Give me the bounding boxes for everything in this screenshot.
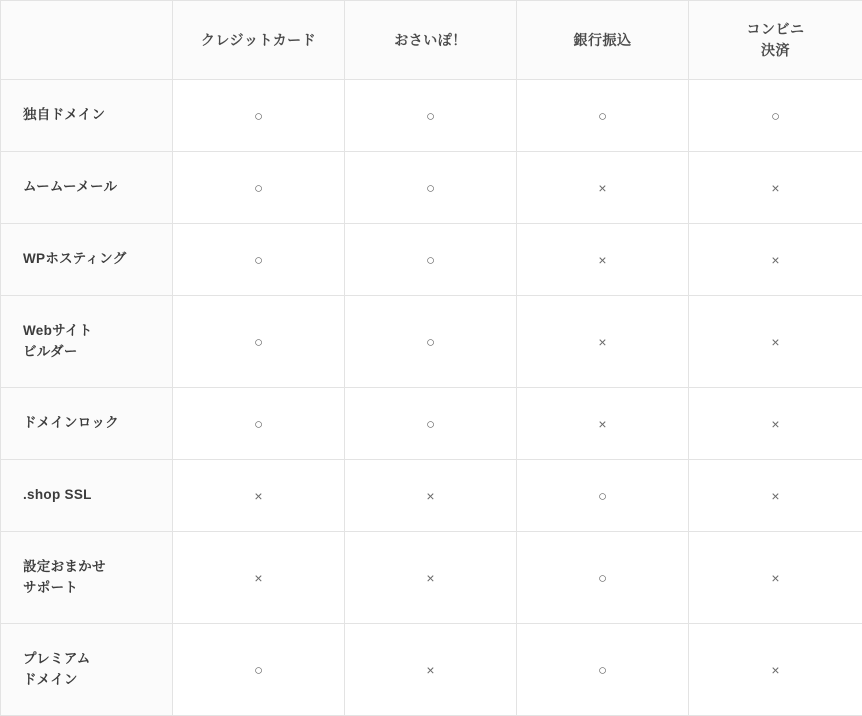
- row-header-line: サポート: [23, 578, 172, 599]
- cell-muumuu-mail-osaipo: [345, 152, 517, 224]
- cell-own-domain-credit-card: [173, 80, 345, 152]
- availability-mark: ×: [254, 571, 262, 585]
- availability-mark: ○: [598, 489, 607, 504]
- table-corner-cell: [1, 1, 173, 80]
- availability-mark: ○: [254, 417, 263, 432]
- cell-shop-ssl-bank-transfer: [517, 460, 689, 532]
- table-row: [1, 152, 862, 224]
- availability-mark: ×: [426, 663, 434, 677]
- cell-own-domain-bank-transfer: [517, 80, 689, 152]
- cell-muumuu-mail-credit-card: [173, 152, 345, 224]
- row-header-line: ムームーメール: [23, 177, 172, 198]
- cell-wp-hosting-osaipo: [345, 224, 517, 296]
- table-row: [1, 532, 862, 624]
- cell-shop-ssl-credit-card: [173, 460, 345, 532]
- availability-mark: ○: [254, 253, 263, 268]
- column-header-convenience-store: [689, 1, 862, 80]
- row-header-wp-hosting: [1, 224, 173, 296]
- cell-muumuu-mail-bank-transfer: [517, 152, 689, 224]
- row-header-line: ビルダー: [23, 342, 172, 363]
- table-row: [1, 296, 862, 388]
- row-header-line: ドメイン: [23, 670, 172, 691]
- cell-wp-hosting-credit-card: [173, 224, 345, 296]
- cell-setup-support-convenience-store: [689, 532, 862, 624]
- availability-mark: ○: [426, 253, 435, 268]
- cell-muumuu-mail-convenience-store: [689, 152, 862, 224]
- cell-setup-support-osaipo: [345, 532, 517, 624]
- availability-mark: ×: [771, 571, 779, 585]
- column-header-line: クレジットカード: [179, 30, 338, 51]
- row-header-premium-domain: [1, 624, 173, 716]
- cell-setup-support-bank-transfer: [517, 532, 689, 624]
- column-header-line: おさいぽ！: [351, 30, 510, 51]
- availability-mark: ×: [771, 663, 779, 677]
- cell-domain-lock-osaipo: [345, 388, 517, 460]
- row-header-line: WPホスティング: [23, 249, 172, 270]
- availability-mark: ×: [598, 417, 606, 431]
- availability-mark: ○: [771, 109, 780, 124]
- availability-mark: ○: [426, 417, 435, 432]
- cell-wp-hosting-convenience-store: [689, 224, 862, 296]
- cell-premium-domain-osaipo: [345, 624, 517, 716]
- row-header-muumuu-mail: [1, 152, 173, 224]
- availability-mark: ×: [598, 181, 606, 195]
- cell-website-builder-convenience-store: [689, 296, 862, 388]
- table-row: [1, 388, 862, 460]
- availability-mark: ○: [254, 109, 263, 124]
- cell-wp-hosting-bank-transfer: [517, 224, 689, 296]
- cell-website-builder-osaipo: [345, 296, 517, 388]
- cell-premium-domain-credit-card: [173, 624, 345, 716]
- row-header-setup-support: [1, 532, 173, 624]
- cell-domain-lock-convenience-store: [689, 388, 862, 460]
- column-header-line: 銀行振込: [523, 30, 682, 51]
- availability-mark: ×: [254, 489, 262, 503]
- availability-mark: ×: [598, 253, 606, 267]
- row-header-line: 独自ドメイン: [23, 105, 172, 126]
- availability-mark: ○: [426, 181, 435, 196]
- availability-mark: ×: [771, 335, 779, 349]
- availability-mark: ×: [426, 489, 434, 503]
- availability-mark: ×: [771, 181, 779, 195]
- availability-mark: ×: [598, 335, 606, 349]
- row-header-line: 設定おまかせ: [23, 557, 172, 578]
- availability-mark: ×: [771, 417, 779, 431]
- availability-mark: ○: [598, 663, 607, 678]
- row-header-own-domain: [1, 80, 173, 152]
- table-row: [1, 80, 862, 152]
- table-row: [1, 224, 862, 296]
- row-header-domain-lock: [1, 388, 173, 460]
- row-header-website-builder: [1, 296, 173, 388]
- availability-mark: ○: [254, 181, 263, 196]
- availability-mark: ○: [598, 571, 607, 586]
- table-row: [1, 460, 862, 532]
- availability-mark: ○: [598, 109, 607, 124]
- row-header-line: Webサイト: [23, 321, 172, 342]
- column-header-credit-card: [173, 1, 345, 80]
- availability-mark: ×: [771, 489, 779, 503]
- column-header-bank-transfer: [517, 1, 689, 80]
- availability-mark: ○: [254, 663, 263, 678]
- table-row: [1, 624, 862, 716]
- table-body: [1, 80, 862, 716]
- availability-mark: ×: [426, 571, 434, 585]
- availability-mark: ○: [426, 335, 435, 350]
- cell-premium-domain-bank-transfer: [517, 624, 689, 716]
- cell-website-builder-credit-card: [173, 296, 345, 388]
- cell-own-domain-osaipo: [345, 80, 517, 152]
- row-header-shop-ssl: [1, 460, 173, 532]
- table-header: [1, 1, 862, 80]
- availability-mark: ×: [771, 253, 779, 267]
- column-header-osaipo: [345, 1, 517, 80]
- cell-website-builder-bank-transfer: [517, 296, 689, 388]
- availability-mark: ○: [426, 109, 435, 124]
- row-header-line: ドメインロック: [23, 413, 172, 434]
- cell-domain-lock-credit-card: [173, 388, 345, 460]
- cell-shop-ssl-osaipo: [345, 460, 517, 532]
- availability-mark: ○: [254, 335, 263, 350]
- column-header-line: コンビニ: [695, 19, 856, 40]
- cell-premium-domain-convenience-store: [689, 624, 862, 716]
- cell-domain-lock-bank-transfer: [517, 388, 689, 460]
- cell-shop-ssl-convenience-store: [689, 460, 862, 532]
- cell-setup-support-credit-card: [173, 532, 345, 624]
- table-header-row: [1, 1, 862, 80]
- column-header-line: 決済: [695, 40, 856, 61]
- cell-own-domain-convenience-store: [689, 80, 862, 152]
- row-header-line: .shop SSL: [23, 485, 172, 506]
- row-header-line: プレミアム: [23, 649, 172, 670]
